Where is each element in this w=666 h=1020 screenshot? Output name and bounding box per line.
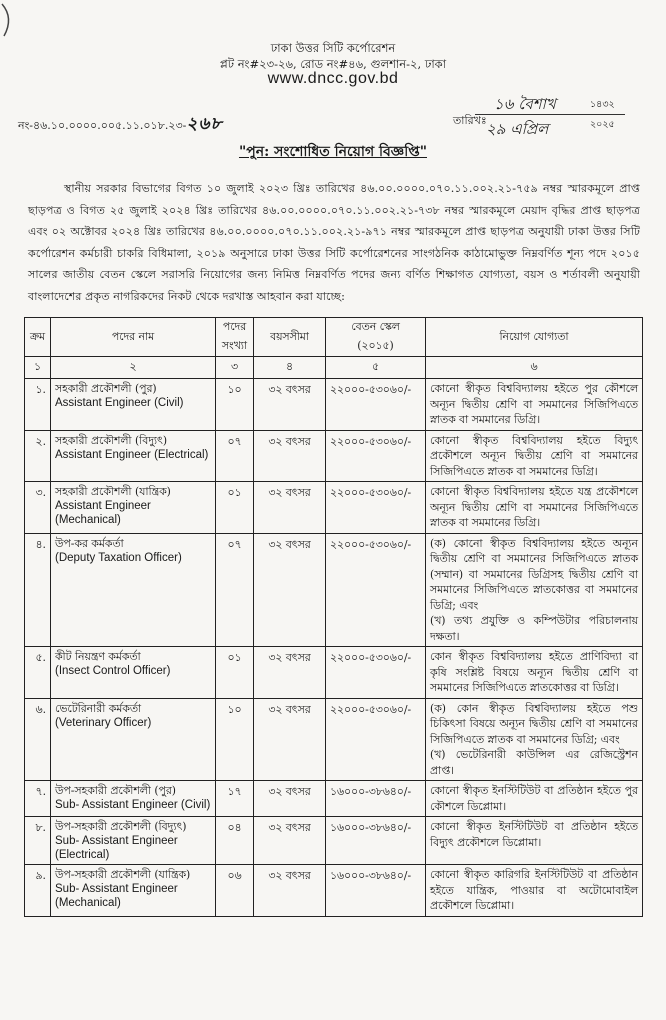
pay-scale: ১৬০০০-৩৮৬৪০/- xyxy=(326,817,426,865)
header-qualification: নিয়োগ যোগ্যতা xyxy=(426,318,643,357)
pay-scale: ১৬০০০-৩৮৬৪০/- xyxy=(326,865,426,917)
header-post: পদের নাম xyxy=(51,318,216,357)
post-name-bangla: উপ-কর কর্মকর্তা xyxy=(55,536,124,550)
pay-scale: ২২০০০-৫৩০৬০/- xyxy=(326,379,426,431)
pay-scale: ২২০০০-৫৩০৬০/- xyxy=(326,482,426,534)
date-label: তারিখঃ xyxy=(453,114,487,127)
post-name-english: Assistant Engineer (Electrical) xyxy=(55,448,209,461)
table-header-row xyxy=(25,318,643,357)
qualification-cell xyxy=(426,482,643,534)
memo-number-text: নং-৪৬.১০.০০০০.০০৫.১১.০১৮.২৩- xyxy=(18,119,187,132)
table-row xyxy=(25,698,643,781)
qualification-line: কোনো স্বীকৃত বিশ্ববিদ্যালয় হইতে পুর কৌশলে অন্যূন দ্বিতীয় শ্রেণি বা সমমানের সিজিপিএতে স্নাতক বা সমমানের ডিগ্রি। xyxy=(430,382,638,426)
qualification-cell xyxy=(426,817,643,865)
row-serial: ৫. xyxy=(25,647,51,699)
qualification-line: (খ) ভেটেরিনারী কাউন্সিল এর রেজিস্ট্রেশন প্রাপ্ত। xyxy=(430,748,638,777)
table-row xyxy=(25,647,643,699)
post-cell xyxy=(51,781,216,817)
column-number: ৬ xyxy=(426,357,643,379)
row-serial: ৪. xyxy=(25,533,51,647)
row-serial: ৬. xyxy=(25,698,51,781)
header-scale: বেতন স্কেল (২০১৫) xyxy=(326,318,426,357)
post-name-bangla: সহকারী প্রকৌশলী (বিদ্যুৎ) xyxy=(55,433,168,447)
age-limit: ৩২ বৎসর xyxy=(254,379,326,431)
post-cell xyxy=(51,647,216,699)
qualification-line: কোন স্বীকৃত বিশ্ববিদ্যালয় হইতে প্রাণিবিদ্যা বা কৃষি সংশ্লিষ্ট বিষয়ে অন্যূন দ্বিতীয় শ্রেণি বা সমমানের সিজিপিএতে স্নাতকোত্তর বা ডিগ্রি। xyxy=(430,650,638,694)
qualification-line: কোনো স্বীকৃত ইনস্টিটিউট বা প্রতিষ্ঠান হইতে পুর কৌশলে ডিপ্লোমা। xyxy=(430,784,638,813)
post-cell xyxy=(51,817,216,865)
row-serial: ৮. xyxy=(25,817,51,865)
memo-number xyxy=(18,111,223,139)
post-count: ০৭ xyxy=(216,533,254,647)
table-row xyxy=(25,533,643,647)
year-english: ২০২৫ xyxy=(590,119,615,130)
post-name-bangla: উপ-সহকারী প্রকৌশলী (পুর) xyxy=(55,784,177,797)
table-row xyxy=(25,817,643,865)
year-bangla: ১৪৩২ xyxy=(590,99,615,110)
vacancy-table xyxy=(24,317,643,917)
table-row xyxy=(25,781,643,817)
post-name-english: (Deputy Taxation Officer) xyxy=(55,551,182,564)
post-name-bangla: উপ-সহকারী প্রকৌশলী (যান্ত্রিক) xyxy=(55,868,191,881)
date-divider xyxy=(475,114,625,115)
qualification-cell xyxy=(426,698,643,781)
qualification-cell xyxy=(426,379,643,431)
qualification-line: কোনো স্বীকৃত কারিগরি ইনস্টিটিউট বা প্রতিষ্ঠান হইতে যান্ত্রিক, পাওয়ার বা অটোমোবাইল প্রকৌশলে ডিপ্লোমা। xyxy=(430,868,638,912)
post-name-english: Assistant Engineer (Civil) xyxy=(55,397,184,409)
column-number-row xyxy=(25,357,643,379)
date-english: ২৯ এপ্রিল xyxy=(486,120,549,138)
post-count: ০৬ xyxy=(216,865,254,917)
post-name-english: Sub- Assistant Engineer (Electrical) xyxy=(55,835,178,861)
table-row xyxy=(25,379,643,431)
age-limit: ৩২ বৎসর xyxy=(254,533,326,647)
date-bangla: ১৬ বৈশাখ xyxy=(494,95,556,113)
qualification-cell xyxy=(426,865,643,917)
row-serial: ২. xyxy=(25,430,51,482)
column-number: ৩ xyxy=(216,357,254,379)
pay-scale: ২২০০০-৫৩০৬০/- xyxy=(326,533,426,647)
post-count: ০৭ xyxy=(216,430,254,482)
post-name-bangla: উপ-সহকারী প্রকৌশলী (বিদ্যুৎ) xyxy=(55,820,187,833)
organization-name: ঢাকা উত্তর সিটি কর্পোরেশন xyxy=(270,41,396,55)
age-limit: ৩২ বৎসর xyxy=(254,698,326,781)
column-number: ৫ xyxy=(326,357,426,379)
post-name-english: Assistant Engineer (Mechanical) xyxy=(55,500,151,526)
post-count: ১৭ xyxy=(216,781,254,817)
post-count: ১০ xyxy=(216,698,254,781)
qualification-line: (খ) তথ্য প্রযুক্তি ও কম্পিউটার পরিচালনায় দক্ষতা। xyxy=(430,614,638,643)
qualification-line: কোনো স্বীকৃত বিশ্ববিদ্যালয় হইতে যন্ত্র প্রকৌশলে অন্যূন দ্বিতীয় শ্রেণি বা সমমানের সিজিপিএতে স্নাতক বা সমমানের ডিগ্রি। xyxy=(430,485,638,529)
qualification-cell xyxy=(426,647,643,699)
post-count: ১০ xyxy=(216,379,254,431)
post-cell xyxy=(51,482,216,534)
column-number: ১ xyxy=(25,357,51,379)
age-limit: ৩২ বৎসর xyxy=(254,781,326,817)
age-limit: ৩২ বৎসর xyxy=(254,647,326,699)
post-count: ০৪ xyxy=(216,817,254,865)
post-name-bangla: সহকারী প্রকৌশলী (পুর) xyxy=(55,382,157,395)
pay-scale: ২২০০০-৫৩০৬০/- xyxy=(326,647,426,699)
post-name-bangla: সহকারী প্রকৌশলী (যান্ত্রিক) xyxy=(55,485,171,498)
qualification-line: (ক) কোন স্বীকৃত বিশ্ববিদ্যালয় হইতে পশু চিকিৎসা বিষয়ে অন্যূন দ্বিতীয় শ্রেণি বা সমমানের সিজিপিএতে স্নাতক বা সমমানের ডিগ্রি; এবং xyxy=(430,701,638,746)
memo-handwritten-number: ২৬৮ xyxy=(186,114,223,134)
qualification-line: কোনো স্বীকৃত বিশ্ববিদ্যালয় হইতে বিদ্যুৎ প্রকৌশলে অন্যূন দ্বিতীয় শ্রেণি বা সমমানের সিজিপিএতে স্নাতক বা সমমানের ডিগ্রি। xyxy=(430,433,638,478)
header-count: পদের সংখ্যা xyxy=(216,318,254,357)
table-row xyxy=(25,430,643,482)
post-count: ০১ xyxy=(216,647,254,699)
age-limit: ৩২ বৎসর xyxy=(254,430,326,482)
website-url: www.dncc.gov.bd xyxy=(267,70,399,87)
pay-scale: ১৬০০০-৩৮৬৪০/- xyxy=(326,781,426,817)
post-name-bangla: ভেটেরিনারী কর্মকর্তা xyxy=(55,701,142,715)
header-age: বয়সসীমা xyxy=(254,318,326,357)
post-cell xyxy=(51,865,216,917)
row-serial: ১. xyxy=(25,379,51,431)
qualification-cell xyxy=(426,533,643,647)
post-name-english: (Veterinary Officer) xyxy=(55,716,152,729)
qualification-line: কোনো স্বীকৃত ইনস্টিটিউট বা প্রতিষ্ঠান হইতে বিদ্যুৎ প্রকৌশলে ডিপ্লোমা। xyxy=(430,820,638,849)
column-number: ২ xyxy=(51,357,216,379)
qualification-cell xyxy=(426,781,643,817)
pay-scale: ২২০০০-৫৩০৬০/- xyxy=(326,430,426,482)
age-limit: ৩২ বৎসর xyxy=(254,482,326,534)
post-count: ০১ xyxy=(216,482,254,534)
qualification-cell xyxy=(426,430,643,482)
row-serial: ৭. xyxy=(25,781,51,817)
notice-title: "পুন: সংশোধিত নিয়োগ বিজ্ঞপ্তি" xyxy=(238,144,427,160)
qualification-line: (ক) কোনো স্বীকৃত বিশ্ববিদ্যালয় হইতে অন্যূন দ্বিতীয় শ্রেণি বা সমমানের সিজিপিএতে স্নাতক (সম্মান) বা সমমানের ডিগ্রিসহ দ্বিতীয় শ্রেণি বা সমমানের সিজিপিএতে স্নাতকোত্তর বা সমমানের ডিগ্রি; এবং xyxy=(430,536,638,612)
post-cell xyxy=(51,379,216,431)
pay-scale: ২২০০০-৫৩০৬০/- xyxy=(326,698,426,781)
row-serial: ৯. xyxy=(25,865,51,917)
post-name-english: (Insect Control Officer) xyxy=(55,665,171,677)
table-row xyxy=(25,865,643,917)
row-serial: ৩. xyxy=(25,482,51,534)
table-row xyxy=(25,482,643,534)
corner-pen-mark xyxy=(0,0,20,40)
age-limit: ৩২ বৎসর xyxy=(254,865,326,917)
header-sl: ক্রম xyxy=(25,318,51,357)
post-name-bangla: কীট নিয়ন্ত্রণ কর্মকর্তা xyxy=(55,650,141,663)
post-name-english: Sub- Assistant Engineer (Civil) xyxy=(55,799,211,811)
age-limit: ৩২ বৎসর xyxy=(254,817,326,865)
post-cell xyxy=(51,698,216,781)
column-number: ৪ xyxy=(254,357,326,379)
post-name-english: Sub- Assistant Engineer (Mechanical) xyxy=(55,883,178,909)
notice-body: স্থানীয় সরকার বিভাগের বিগত ১০ জুলাই ২০২৩ খ্রিঃ তারিখের ৪৬.০০.০০০০.০৭০.১১.০০২.২১-৭৫৯ নম্বর স্মারকমূলে প্রাপ্ত ছাড়পত্র ও বিগত ২৫ জুলাই ২০২৪ খ্রিঃ তারিখের ৪৬.০০.০০০০.০৭০.১১.০০২.২১-৭৩৮ নম্বর স্মারকমূলে মেয়াদ বৃদ্ধির প্রাপ্ত ছাড়পত্র এবং ০২ অক্টোবর ২০২৪ খ্রিঃ তারিখের ৪৬.০০.০০০০.০৭০.১১.০০২.২১-৯৭১ নম্বর স্মারকমূলে প্রাপ্ত ছাড়পত্র অনুযায়ী ঢাকা উত্তর সিটি কর্পোরেশন কর্মচারী চাকরি বিধিমালা, ২০১৯ অনুসারে ঢাকা উত্তর সিটি কর্পোরেশনের সাংগঠনিক কাঠামোভুক্ত নিম্নবর্ণিত শূন্য পদে ২০১৫ সালের জাতীয় বেতন স্কেলে সরাসরি নিয়োগের জন্য নিমিত্ত নিম্নবর্ণিত পদের জন্য বর্ণিত শিক্ষাগত যোগ্যতা, বয়স ও শর্তাবলী অনুযায়ী বাংলাদেশের প্রকৃত নাগরিকদের নিকট থেকে দরখাস্ত আহবান করা যাচ্ছে: xyxy=(28,182,640,303)
post-cell xyxy=(51,430,216,482)
post-cell xyxy=(51,533,216,647)
organization-address: প্লট নং#২৩-২৬, রোড নং#৪৬, গুলশান-২, ঢাকা xyxy=(219,57,447,71)
